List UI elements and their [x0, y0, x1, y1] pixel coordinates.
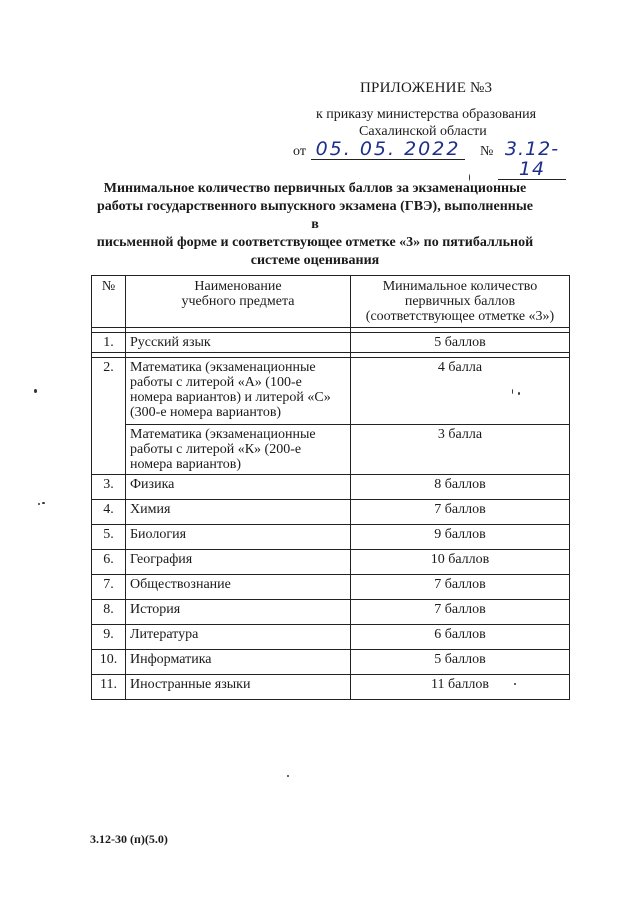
- table-row: [92, 425, 570, 475]
- table-row: [92, 675, 570, 700]
- header-score-line: (соответствующее отметке «3»): [365, 309, 555, 324]
- number-prefix: №: [480, 144, 494, 159]
- row-score: 9 баллов: [351, 525, 570, 550]
- order-reference-line: к приказу министерства образования: [316, 107, 537, 122]
- row-subject-line: номера вариантов) и литерой «С»: [130, 390, 331, 405]
- scan-speck: [287, 775, 289, 777]
- row-subject: Обществознание: [126, 575, 351, 600]
- row-number: 11.: [92, 675, 126, 700]
- row-number: 9.: [92, 625, 126, 650]
- row-subject: История: [126, 600, 351, 625]
- row-number: 1.: [92, 333, 126, 353]
- date-prefix: от: [293, 144, 306, 159]
- scan-speck: [514, 683, 516, 685]
- row-number: 6.: [92, 550, 126, 575]
- header-score-line: первичных баллов: [404, 294, 516, 309]
- row-subject-line: работы с литерой «А» (100-е: [130, 375, 302, 390]
- table-row: [92, 575, 570, 600]
- header-score-line: Минимальное количество: [382, 279, 538, 294]
- handwritten-date: 05. 05. 2022: [311, 139, 465, 160]
- document-code: 3.12-30 (п)(5.0): [90, 832, 168, 846]
- row-subject-line: Математика (экзаменационные: [130, 427, 316, 442]
- scan-speck: [518, 392, 520, 395]
- header-min-score: [351, 276, 570, 328]
- minimum-scores-table: [91, 275, 570, 700]
- scan-speck: [34, 389, 37, 393]
- row-score: 7 баллов: [351, 600, 570, 625]
- row-subject-line: номера вариантов): [130, 457, 242, 472]
- row-score: 8 баллов: [351, 475, 570, 500]
- row-subject: Информатика: [126, 650, 351, 675]
- row-score: 3 балла: [351, 425, 570, 475]
- order-date-number-row: [293, 138, 573, 180]
- row-number: 10.: [92, 650, 126, 675]
- header-subject: [126, 276, 351, 328]
- scan-speck: [469, 174, 470, 181]
- row-subject: Биология: [126, 525, 351, 550]
- appendix-title: ПРИЛОЖЕНИЕ №3: [360, 80, 493, 96]
- row-subject: [126, 358, 351, 425]
- table-row: [92, 600, 570, 625]
- table-row: [92, 358, 570, 425]
- row-number: 8.: [92, 600, 126, 625]
- row-score: 5 баллов: [351, 333, 570, 353]
- row-subject: [126, 425, 351, 475]
- scan-speck: [512, 389, 513, 394]
- heading-line: письменной форме и соответствующее отметке «3» по пятибалльной: [96, 235, 534, 250]
- row-subject: Физика: [126, 475, 351, 500]
- row-score: 7 баллов: [351, 500, 570, 525]
- heading-line: работы государственного выпускного экзамена (ГВЭ), выполненные в: [97, 199, 533, 232]
- handwritten-order-number: 3.12-14: [498, 139, 566, 180]
- row-score: 10 баллов: [351, 550, 570, 575]
- row-number: 3.: [92, 475, 126, 500]
- row-number: 5.: [92, 525, 126, 550]
- row-subject: Литература: [126, 625, 351, 650]
- row-score: 5 баллов: [351, 650, 570, 675]
- table-header-row: [92, 276, 570, 328]
- table-row: [92, 475, 570, 500]
- row-subject-line: Математика (экзаменационные: [130, 360, 316, 375]
- table-row: [92, 333, 570, 353]
- row-score: 7 баллов: [351, 575, 570, 600]
- table-row: [92, 625, 570, 650]
- header-subject-line: учебного предмета: [181, 294, 295, 309]
- row-number: 2.: [92, 358, 126, 475]
- row-number: 4.: [92, 500, 126, 525]
- table-row: [92, 550, 570, 575]
- heading-line: Минимальное количество первичных баллов за экзаменационные: [103, 181, 527, 196]
- row-score: 11 баллов: [351, 675, 570, 700]
- table-row: [92, 525, 570, 550]
- scan-speck: [42, 502, 45, 504]
- header-subject-line: Наименование: [194, 279, 282, 294]
- table-row: [92, 500, 570, 525]
- row-subject: Иностранные языки: [126, 675, 351, 700]
- row-subject-line: работы с литерой «К» (200-е: [130, 442, 302, 457]
- row-subject: Химия: [126, 500, 351, 525]
- row-score: 4 балла: [351, 358, 570, 425]
- row-subject-line: (300-е номера вариантов): [130, 405, 282, 420]
- row-subject: География: [126, 550, 351, 575]
- scan-speck: [38, 503, 40, 505]
- header-number: №: [92, 276, 126, 328]
- row-subject: Русский язык: [126, 333, 351, 353]
- table-row: [92, 650, 570, 675]
- heading-line: системе оценивания: [250, 253, 380, 268]
- document-heading: [95, 180, 535, 270]
- order-reference-region: Сахалинской области: [359, 124, 487, 139]
- row-score: 6 баллов: [351, 625, 570, 650]
- row-number: 7.: [92, 575, 126, 600]
